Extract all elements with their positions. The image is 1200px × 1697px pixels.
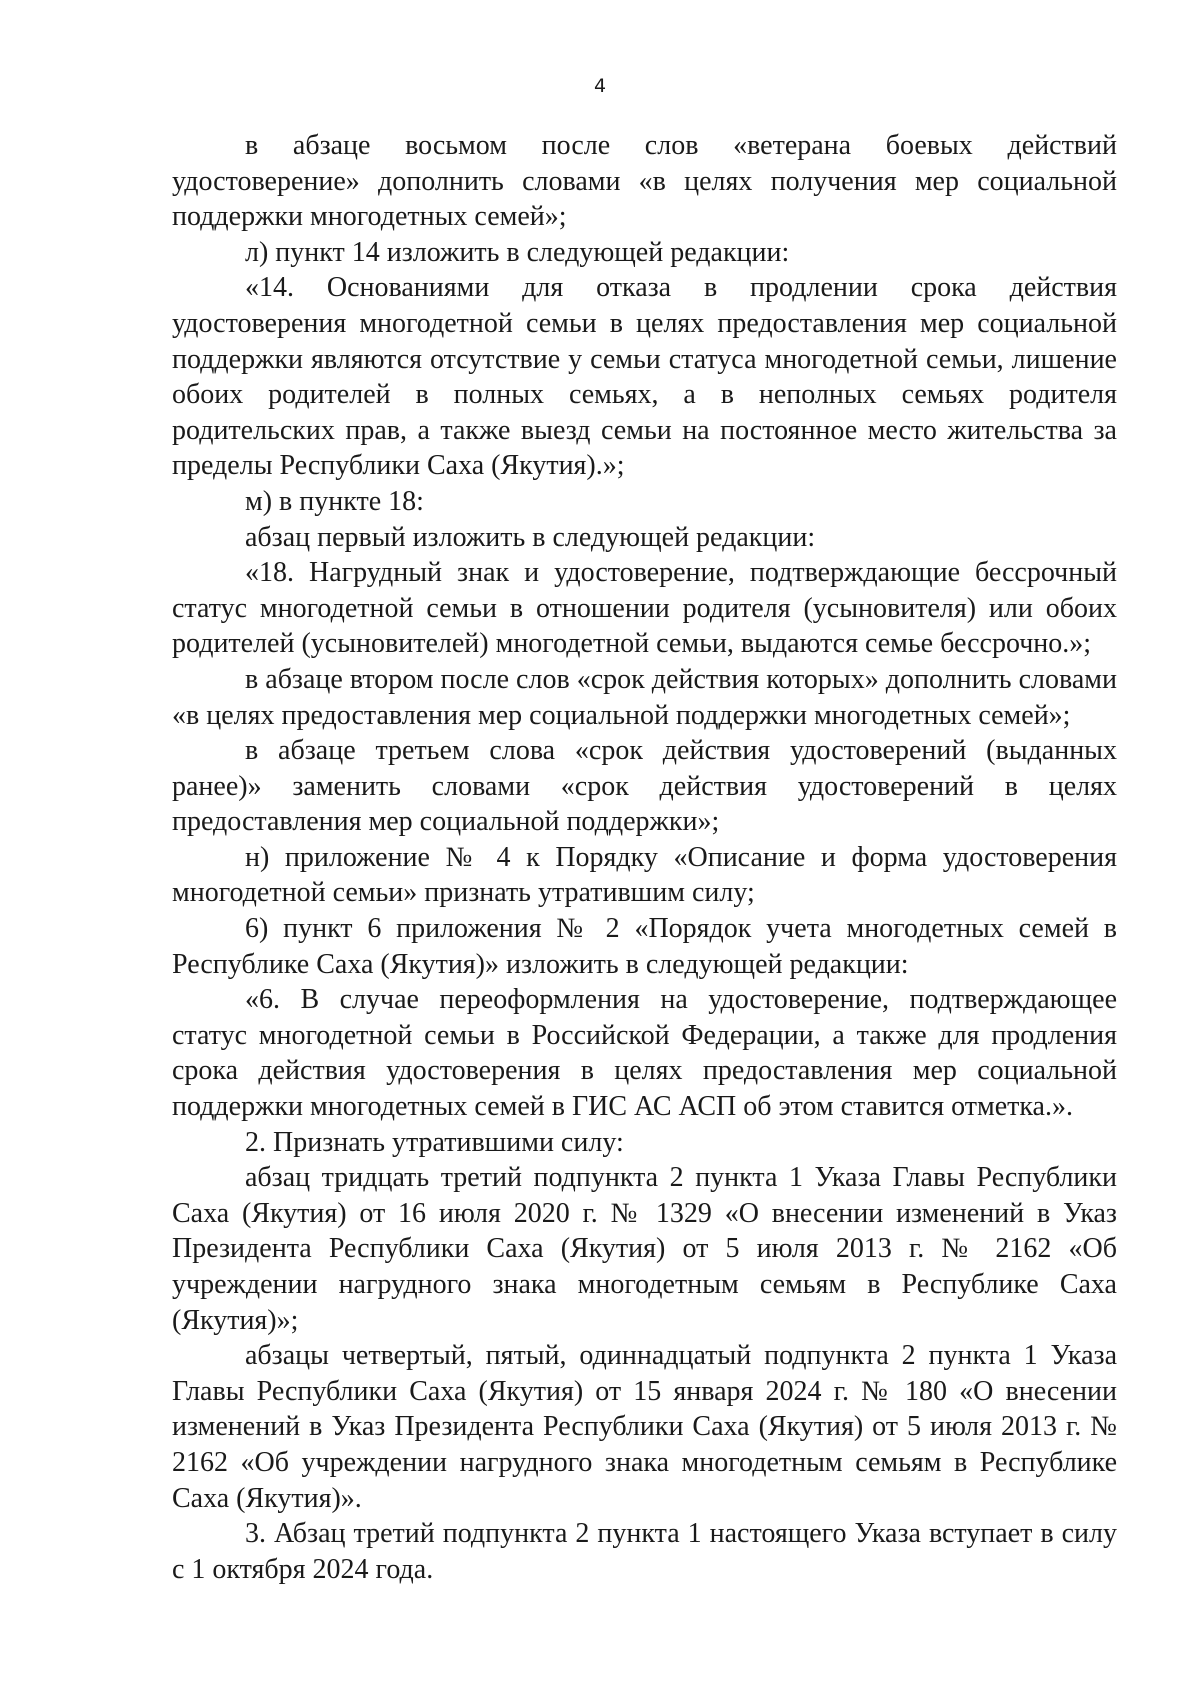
paragraph-item-n: н) приложение № 4 к Порядку «Описание и форма удостоверения многодетной семьи» признать утратившим силу; <box>172 841 1117 909</box>
paragraph-second-abzac: в абзаце втором после слов «срок действия которых» дополнить словами «в целях предоставления мер социальной поддержки многодетных семей»; <box>172 663 1117 731</box>
paragraph-section-3: 3. Абзац третий подпункта 2 пункта 1 настоящего Указа вступает в силу с 1 октября 2024 года. <box>172 1518 1117 1585</box>
paragraph-third-abzac: в абзаце третьем слова «срок действия удостоверений (выданных ранее)» заменить словами «срок действия удостоверений в целях предоставления мер социальной поддержки»; <box>172 735 1117 838</box>
paragraph-repeal-1329: абзац тридцать третий подпункта 2 пункта 1 Указа Главы Республики Саха (Якутия) от 16 июля 2020 г. № 1329 «О внесении изменений в Указ Президента Республики Саха (Якутия) от 5 июля 2013 г. № 2162 «Об учреждении нагрудного знака многодетным семьям в Республике Саха (Якутия)»; <box>172 1162 1117 1336</box>
page-number: 4 <box>593 75 607 97</box>
paragraph-item-6: 6) пункт 6 приложения № 2 «Порядок учета многодетных семей в Республике Саха (Якутия)» изложить в следующей редакции: <box>172 913 1117 980</box>
paragraph-point-14-text: «14. Основаниями для отказа в продлении срока действия удостоверения многодетной семьи в целях предоставления мер социальной поддержки являются отсутствие у семьи статуса многодетной семьи, лишение обоих родителей в полных семьях, а в неполных семьях родителя родительских прав, а также выезд семьи на постоянное место жительства за пределы Республики Саха (Якутия).»; <box>172 272 1117 482</box>
paragraph-item-m: м) в пункте 18: <box>245 485 424 517</box>
paragraph-section-2: 2. Признать утратившими силу: <box>245 1126 624 1158</box>
paragraph-item-l: л) пункт 14 изложить в следующей редакции: <box>245 236 790 268</box>
paragraph-first-abzac: абзац первый изложить в следующей редакции: <box>245 521 816 553</box>
paragraph-point-6-text: «6. В случае переоформления на удостоверение, подтверждающее статус многодетной семьи в Российской Федерации, а также для продления срока действия удостоверения в целях предоставления мер социальной поддержки многодетных семей в ГИС АС АСП об этом ставится отметка.». <box>172 984 1117 1123</box>
paragraph-amend-para-8: в абзаце восьмом после слов «ветерана боевых действий удостоверение» дополнить словами «в целях получения мер социальной поддержки многодетных семей»; <box>172 130 1117 233</box>
paragraph-point-18-text: «18. Нагрудный знак и удостоверение, подтверждающие бессрочный статус многодетной семьи в отношении родителя (усыновителя) или обоих родителей (усыновителей) многодетной семьи, выдаются семье бессрочно.»; <box>172 557 1117 660</box>
document-body <box>172 128 1117 1587</box>
paragraph-repeal-180: абзацы четвертый, пятый, одиннадцатый подпункта 2 пункта 1 Указа Главы Республики Саха (Якутия) от 15 января 2024 г. № 180 «О внесении изменений в Указ Президента Республики Саха (Якутия) от 5 июля 2013 г. № 2162 «Об учреждении нагрудного знака многодетным семьям в Республике Саха (Якутия)». <box>172 1340 1117 1514</box>
